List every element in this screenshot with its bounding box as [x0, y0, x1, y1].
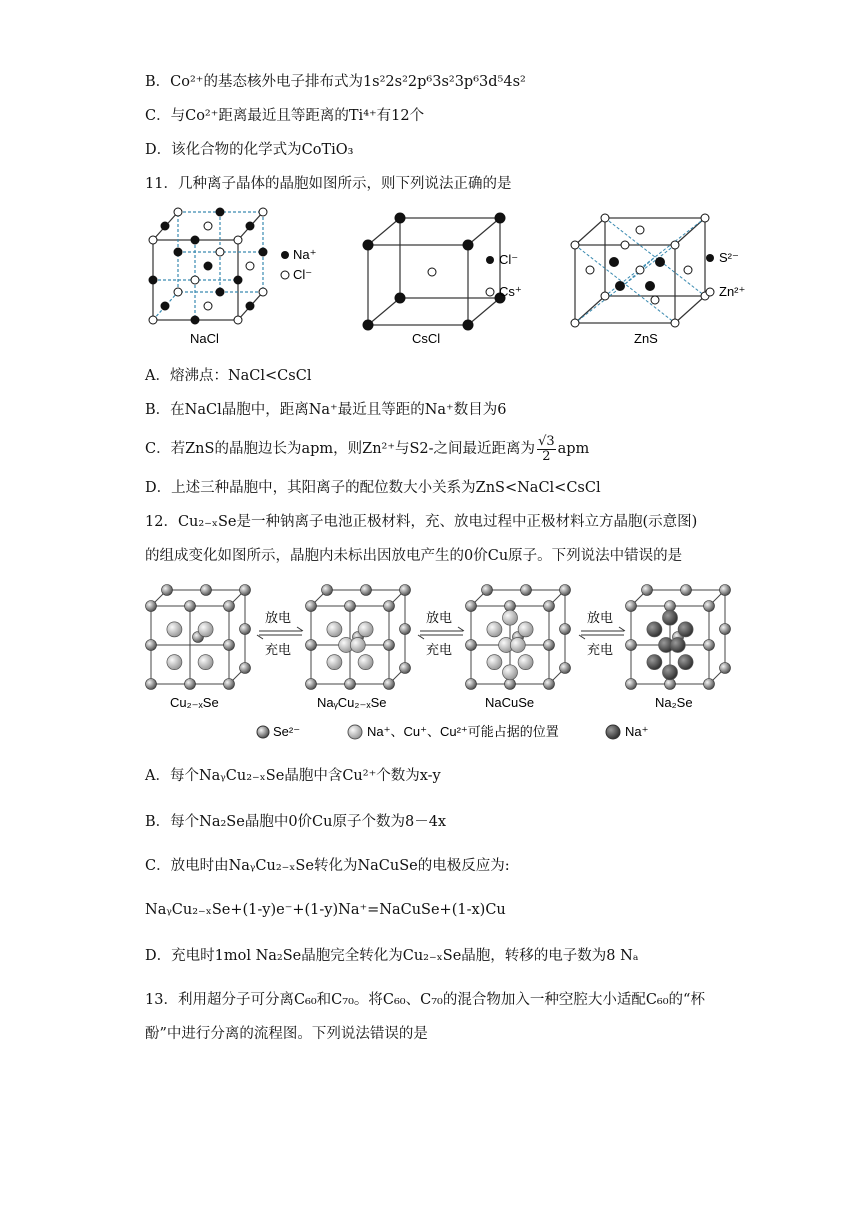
se-atom — [626, 640, 637, 651]
legend-se-icon — [257, 726, 269, 738]
crystal-cell-3 — [466, 585, 571, 690]
cation-site — [487, 655, 502, 670]
na-ion — [663, 610, 678, 625]
cation-site — [327, 622, 342, 637]
cation-site — [327, 655, 342, 670]
cation-site — [358, 655, 373, 670]
se-atom — [466, 679, 477, 690]
option-a-q12: A．每个NaᵧCu₂₋ₓSe晶胞中含Cu²⁺个数为x-y — [145, 768, 441, 784]
se-atom — [384, 601, 395, 612]
na-ion — [670, 638, 685, 653]
cation-site — [167, 622, 182, 637]
na-ion — [647, 655, 662, 670]
se-atom — [306, 601, 317, 612]
arrow-discharge-label-1: 放电 — [265, 610, 292, 625]
se-atom — [665, 679, 676, 690]
se-atom — [185, 679, 196, 690]
option-b-q10: B．Co²⁺的基态核外电子排布式为1s²2s²2p⁶3s²3p⁶3d⁵4s² — [145, 74, 526, 90]
legend-na: Na⁺ — [625, 724, 649, 739]
option-c-q10: C．与Co²⁺距离最近且等距离的Ti⁴⁺有12个 — [145, 108, 425, 124]
cell-label-na2se: Na₂Se — [655, 695, 693, 710]
option-c-q11-text: C．若ZnS的晶胞边长为apm，则Zn²⁺与S2-之间最近距离为 — [145, 441, 536, 457]
se-atom — [361, 585, 372, 596]
cscl-legend-cs: Cs⁺ — [499, 284, 522, 299]
arrow-discharge-label-2: 放电 — [426, 610, 453, 625]
na-ion — [678, 622, 693, 637]
cell-label-cu2xse: Cu₂₋ₓSe — [170, 695, 219, 710]
se-atom — [345, 679, 356, 690]
se-atom — [384, 640, 395, 651]
cation-site — [518, 655, 533, 670]
option-b-q11: B．在NaCl晶胞中，距离Na⁺最近且等距的Na⁺数目为6 — [145, 402, 507, 418]
legend-sites: Na⁺、Cu⁺、Cu²⁺可能占据的位置 — [367, 724, 559, 739]
arrow-charge-label-2: 充电 — [426, 642, 453, 657]
se-atom — [642, 585, 653, 596]
se-atom — [626, 601, 637, 612]
cation-site — [167, 655, 182, 670]
se-atom — [720, 663, 731, 674]
se-atom — [626, 679, 637, 690]
cation-site — [518, 622, 533, 637]
se-atom — [466, 640, 477, 651]
nacl-label: NaCl — [190, 331, 219, 346]
zns-legend-s: S²⁻ — [719, 250, 739, 265]
se-atom — [720, 624, 731, 635]
se-atom — [306, 679, 317, 690]
option-c-q11: C．若ZnS的晶胞边长为apm，则Zn²⁺与S2-之间最近距离为 $\frac{√3}{2}$ apm — [145, 433, 590, 464]
nacl-ions — [149, 208, 267, 324]
cation-site — [358, 622, 373, 637]
nacl-legend-cl: Cl⁻ — [293, 267, 313, 282]
se-atom — [201, 585, 212, 596]
option-c-q12-equation: NaᵧCu₂₋ₓSe+(1-y)e⁻+(1-y)Na⁺=NaCuSe+(1-x)Cu — [145, 902, 506, 918]
option-d-q11: D．上述三种晶胞中，其阳离子的配位数大小关系为ZnS<NaCl<CsCl — [145, 480, 601, 496]
cscl-label: CsCl — [412, 331, 441, 346]
se-atom — [400, 585, 411, 596]
zns-label: ZnS — [634, 331, 658, 346]
cscl-legend-cl: Cl⁻ — [499, 252, 519, 267]
se-atom — [224, 601, 235, 612]
option-b-q12: B．每个Na₂Se晶胞中0价Cu原子个数为8－4x — [145, 814, 447, 830]
legend-white-dot-icon — [281, 271, 289, 279]
legend-se: Se²⁻ — [273, 724, 301, 739]
legend-na-icon — [606, 725, 620, 739]
cation-site — [510, 638, 525, 653]
cation-site — [503, 665, 518, 680]
se-atom — [224, 640, 235, 651]
se-atom — [505, 601, 516, 612]
question-13-stem-line2: 酚”中进行分离的流程图。下列说法错误的是 — [145, 1026, 428, 1042]
se-atom — [146, 679, 157, 690]
se-atom — [185, 601, 196, 612]
battery-cell-figure — [145, 582, 760, 742]
se-atom — [482, 585, 493, 596]
cation-site — [487, 622, 502, 637]
ionic-crystal-figure — [140, 200, 746, 350]
crystal-cell-2 — [306, 585, 411, 690]
arrow-discharge-label-3: 放电 — [587, 610, 614, 625]
se-atom — [681, 585, 692, 596]
se-atom — [146, 601, 157, 612]
cell-row — [146, 585, 731, 690]
se-atom — [345, 601, 356, 612]
se-atom — [240, 624, 251, 635]
option-c-q12: C．放电时由NaᵧCu₂₋ₓSe转化为NaCuSe的电极反应为: — [145, 858, 510, 874]
se-atom — [720, 585, 731, 596]
cation-site — [503, 610, 518, 625]
se-atom — [560, 663, 571, 674]
na-ion — [663, 665, 678, 680]
legend-site-icon — [348, 725, 362, 739]
se-atom — [505, 679, 516, 690]
option-d-q12: D．充电时1mol Na₂Se晶胞完全转化为Cu₂₋ₓSe晶胞，转移的电子数为8 Nₐ — [145, 948, 639, 964]
se-atom — [466, 601, 477, 612]
cation-site — [198, 622, 213, 637]
se-atom — [544, 679, 555, 690]
zns-legend-zn: Zn²⁺ — [719, 284, 746, 299]
se-atom — [704, 679, 715, 690]
se-atom — [704, 601, 715, 612]
se-atom — [306, 640, 317, 651]
se-atom — [544, 640, 555, 651]
sqrt3-over-2-fraction: $\frac{√3}{2}$ — [538, 433, 555, 464]
cell-label-naycu2xse: NaᵧCu₂₋ₓSe — [317, 695, 387, 710]
legend-black-dot-icon — [281, 251, 289, 259]
se-atom — [560, 624, 571, 635]
se-atom — [162, 585, 173, 596]
option-d-q10: D．该化合物的化学式为CoTiO₃ — [145, 142, 354, 158]
na-ion — [647, 622, 662, 637]
cation-site — [198, 655, 213, 670]
crystal-cell-1 — [146, 585, 251, 690]
se-atom — [384, 679, 395, 690]
na-ion — [678, 655, 693, 670]
se-atom — [322, 585, 333, 596]
arrow-charge-label-1: 充电 — [265, 642, 292, 657]
cell-label-nacuse: NaCuSe — [485, 695, 535, 710]
se-atom — [224, 679, 235, 690]
se-atom — [146, 640, 157, 651]
crystal-cell-4 — [626, 585, 731, 690]
se-atom — [400, 663, 411, 674]
question-12-stem-line1: 12．Cu₂₋ₓSe是一种钠离子电池正极材料，充、放电过程中正极材料立方晶胞(示意图) — [145, 514, 698, 530]
se-atom — [400, 624, 411, 635]
nacl-legend-na: Na⁺ — [293, 247, 317, 262]
option-a-q11: A．熔沸点：NaCl<CsCl — [145, 368, 312, 384]
se-atom — [704, 640, 715, 651]
arrow-charge-label-3: 充电 — [587, 642, 614, 657]
se-atom — [240, 585, 251, 596]
cation-site — [350, 638, 365, 653]
question-12-stem-line2: 的组成变化如图所示，晶胞内未标出因放电产生的0价Cu原子。下列说法中错误的是 — [145, 548, 683, 564]
se-atom — [665, 601, 676, 612]
se-atom — [240, 663, 251, 674]
se-atom — [544, 601, 555, 612]
se-atom — [560, 585, 571, 596]
question-13-stem-line1: 13．利用超分子可分离C₆₀和C₇₀。将C₆₀、C₇₀的混合物加入一种空腔大小适配C₆₀的“杯 — [145, 992, 705, 1008]
se-atom — [521, 585, 532, 596]
question-11-stem: 11．几种离子晶体的晶胞如图所示，则下列说法正确的是 — [145, 176, 512, 192]
